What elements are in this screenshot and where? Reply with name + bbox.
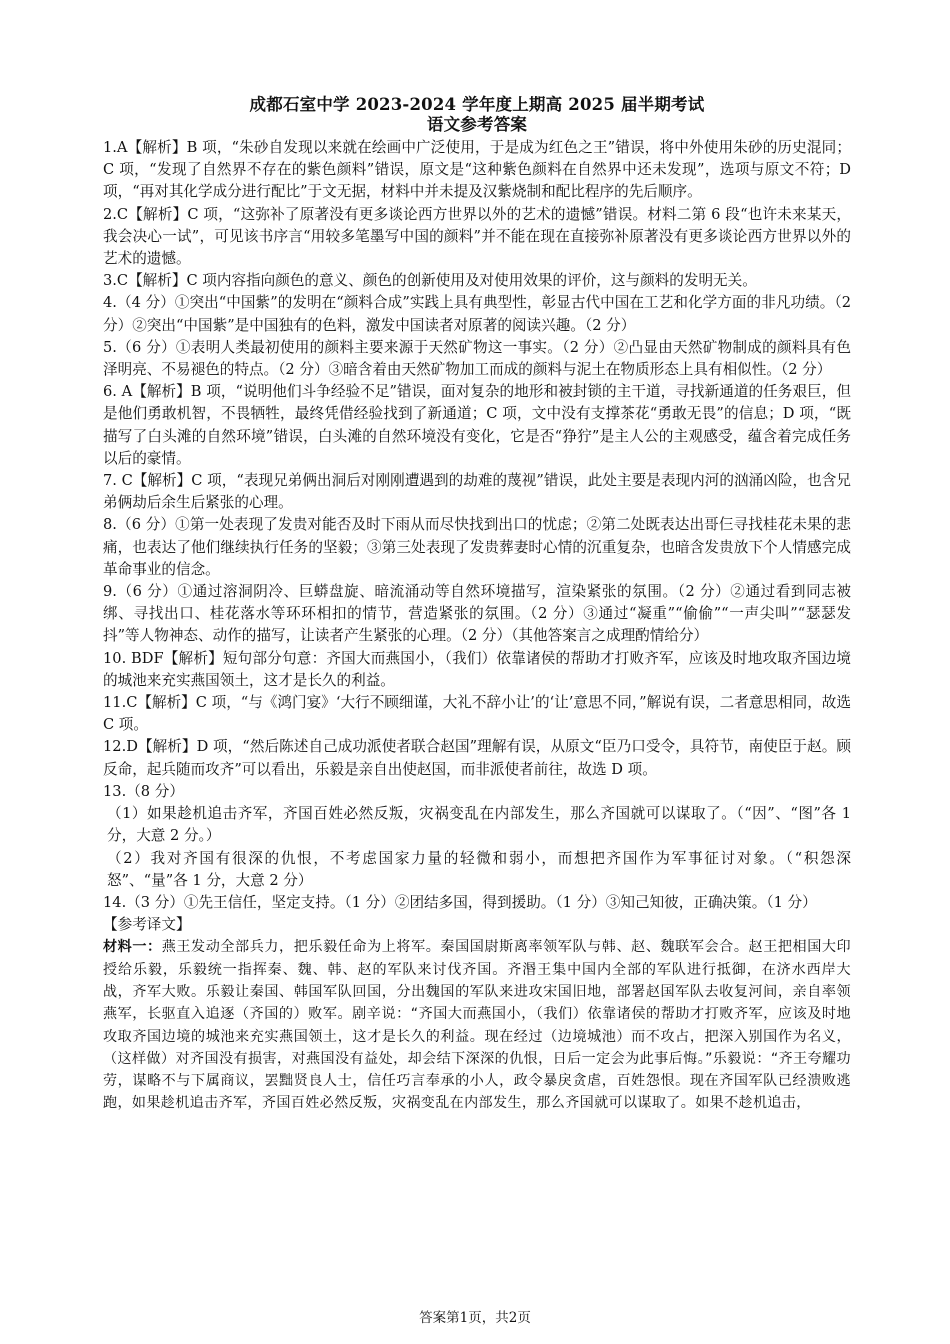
answer-13-part-1: （1）如果趁机追击齐军，齐国百姓必然反叛，灾祸变乱在内部发生，那么齐国就可以谋取了。（“因”、“图”各 1 分，大意 2 分。）	[107, 805, 851, 845]
answer-document	[103, 95, 851, 1115]
translation-label: 材料一：	[103, 939, 162, 956]
translation-paragraph	[103, 936, 851, 1114]
answer-5: 5.（6 分）①表明人类最初使用的颜料主要来源于天然矿物这一事实。（2 分）②凸显由天然矿物制成的颜料具有色泽明亮、不易褪色的特点。（2 分）③暗含着由天然矿物加工而成的颜料与泥土在物质形态上具有相似性。（2 分）	[103, 338, 851, 379]
answer-12: 12.D【解析】D 项，“然后陈述自己成功派使者联合赵国”理解有误，从原文“臣乃口受令，具符节，南使臣于赵。顾反命，起兵随而攻齐”可以看出，乐毅是亲自出使赵国，而非派使者前往，故选 D 项。	[103, 738, 851, 778]
answer-8: 8.（6 分）①第一处表现了发贵对能否及时下雨从而尽快找到出口的忧虑；②第二处既表达出哥仨寻找桂花未果的悲痛，也表达了他们继续执行任务的坚毅；③第三处表现了发贵葬妻时心情的沉重复杂，也暗含发贵放下个人情感完成革命事业的信念。	[103, 516, 851, 578]
answer-3: 3.C【解析】C 项内容指向颜色的意义、颜色的创新使用及对使用效果的评价，这与颜料的发明无关。	[103, 272, 757, 290]
answer-body	[103, 137, 851, 1115]
answer-9: 9.（6 分）①通过溶洞阴冷、巨蟒盘旋、暗流涌动等自然环境描写，渲染紧张的氛围。（2 分）②通过看到同志被绑、寻找出口、桂花落水等环环相扣的情节，营造紧张的氛围。（2 分）③通过“凝重”“偷偷”“一声尖叫”“瑟瑟发抖”等人物神态、动作的描写，让读者产生紧张的心理。（2 分）（其他答案言之成理酌情给分）	[103, 583, 851, 645]
answer-4: 4.（4 分）①突出“中国紫”的发明在“颜料合成”实践上具有典型性，彰显古代中国在工艺和化学方面的非凡功绩。（2 分）②突出“中国紫”是中国独有的色料，激发中国读者对原著的阅读兴趣。（2 分）	[103, 294, 851, 334]
answer-2: 2.C【解析】C 项，“这弥补了原著没有更多谈论西方世界以外的艺术的遗憾”错误。材料二第 6 段“也许未来某天，我会决心一试”，可见该书序言“用较多笔墨写中国的颜料”并不能在现在直接弥补原著没有更多谈论西方世界以外的艺术的遗憾。	[103, 205, 851, 268]
translation-header: 【参考译文】	[103, 916, 191, 934]
translation-text: 燕王发动全部兵力，把乐毅任命为上将军。秦国国尉斯离率领军队与韩、赵、魏联军会合。赵王把相国大印授给乐毅，乐毅统一指挥秦、魏、韩、赵的军队来讨伐齐国。齐湣王集中国内全部的军队进行抵御，在济水西岸大战，齐军大败。乐毅让秦国、韩国军队回国，分出魏国的军队来进攻宋国旧地，部署赵国军队去收复河间，亲自率领燕军，长驱直入追逐（齐国的）败军。剧辛说：“齐国大而燕国小，（我们）依靠诸侯的帮助才打败齐军，应该及时地攻取齐国边境的城池来充实燕国领土，这才是长久的利益。现在经过（边境城池）而不攻占，把深入别国作为名义，（这样做）对齐国没有损害，对燕国没有益处，却会结下深深的仇恨，日后一定会为此事后悔。”乐毅说：“齐王夸耀功劳，谋略不与下属商议，罢黜贤良人士，信任巧言奉承的小人，政令暴戾贪虐，百姓怨恨。现在齐国军队已经溃败逃跑，如果趁机追击齐军，齐国百姓必然反叛，灾祸变乱在内部发生，那么齐国就可以谋取了。如果不趁机追击，	[103, 939, 851, 1112]
answer-1: 1.A【解析】B 项，“朱砂自发现以来就在绘画中广泛使用，于是成为红色之王”错误，将中外使用朱砂的历史混同；C 项，“发现了自然界不存在的紫色颜料”错误，原文是“这种紫色颜料在自然界中还未发现”，选项与原文不符；D 项，“再对其化学成分进行配比”于文无据，材料中并未提及汉紫烧制和配比程序的先后顺序。	[103, 139, 851, 201]
answer-14: 14.（3 分）①先王信任，坚定支持。（1 分）②团结多国，得到援助。（1 分）③知己知彼，正确决策。（1 分）	[103, 893, 817, 911]
answer-11: 11.C【解析】C 项，“与《鸿门宴》‘大行不顾细谨，大礼不辞小让’的‘让’意思不同，”解说有误，二者意思相同，故选 C 项。	[103, 694, 851, 734]
answer-13: 13.（8 分）	[103, 782, 184, 800]
doc-title-line2: 语文参考答案	[426, 115, 528, 134]
answer-10: 10. BDF【解析】短句部分句意：齐国大而燕国小，（我们）依靠诸侯的帮助才打败齐军，应该及时地攻取齐国边境的城池来充实燕国领土，这才是长久的利益。	[103, 649, 851, 689]
page-footer: 答案第1页，共2页	[419, 1310, 531, 1326]
answer-13-part-2: （2）我对齐国有很深的仇恨，不考虑国家力量的轻微和弱小，而想把齐国作为军事征讨对象。（“积怨深怒”、“量”各 1 分，大意 2 分）	[107, 849, 851, 889]
answer-6: 6. A【解析】B 项，“说明他们斗争经验不足”错误，面对复杂的地形和被封锁的主干道，寻找新通道的任务艰巨，但是他们勇敢机智，不畏牺牲，最终凭借经验找到了新通道；C 项，文中没有支撑茶花“勇敢无畏”的信息；D 项，“既描写了白头滩的自然环境”错误，白头滩的自然环境没有变化，它是否“狰狞”是主人公的主观感受，蕴含着完成任务以后的豪情。	[103, 383, 851, 467]
doc-title-line1: 成都石室中学 2023-2024 学年度上期高 2025 届半期考试	[249, 95, 705, 114]
answer-7: 7. C【解析】C 项，“表现兄弟俩出洞后对刚刚遭遇到的劫难的蔑视”错误，此处主要是表现内河的汹涌凶险，也含兄弟俩劫后余生后紧张的心理。	[103, 472, 851, 512]
